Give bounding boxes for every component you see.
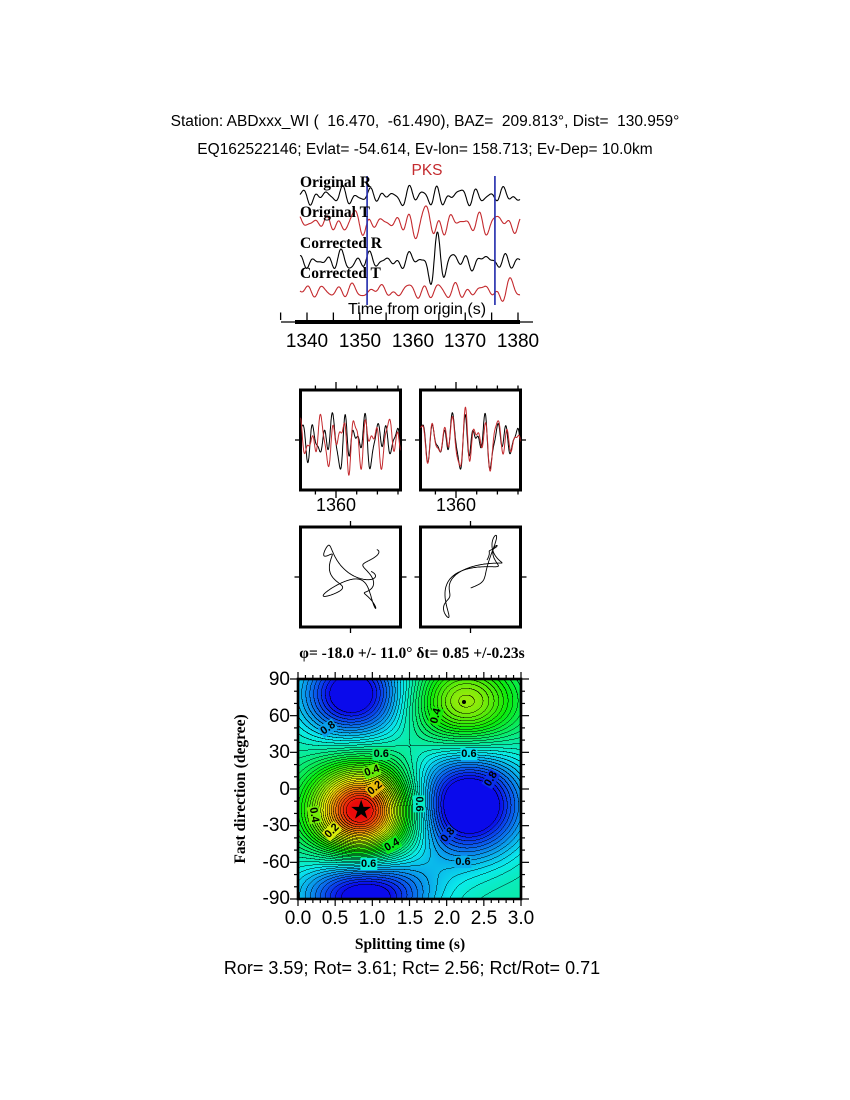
- waveform-window-panel-left: [294, 380, 407, 498]
- misfit-ytick-label: -90: [262, 888, 290, 909]
- local-minimum-dot: [462, 700, 466, 704]
- time-axis-label: Time from origin (s): [347, 301, 487, 318]
- contour-annotation-label: 0.4: [306, 806, 321, 824]
- misfit-ytick-label: -30: [262, 815, 290, 836]
- contour-annotation-label: 0.4: [363, 762, 382, 779]
- time-tick-label: 1350: [338, 331, 382, 352]
- time-tick-label: 1370: [443, 331, 487, 352]
- time-tick-label: 1340: [285, 331, 329, 352]
- misfit-ytick-label: 60: [268, 706, 290, 727]
- waveform-window-panel-right: [414, 380, 527, 498]
- misfit-xtick-label: 3.0: [507, 908, 535, 929]
- station-header-line: Station: ABDxxx_WI ( 16.470, -61.490), BAZ= 209.813°, Dist= 130.959°: [170, 113, 680, 130]
- results-stats-line: Ror= 3.59; Rot= 3.61; Rct= 2.56; Rct/Rot= 0.71: [223, 958, 601, 978]
- contour-annotation-label: 0.4: [382, 836, 403, 855]
- misfit-xtick-label: 0.5: [321, 908, 349, 929]
- misfit-xtick-label: 1.0: [358, 908, 386, 929]
- misfit-surface-frame: [288, 669, 534, 911]
- misfit-xtick-label: 2.0: [433, 908, 461, 929]
- trace-label-original-r: Original R: [300, 174, 372, 191]
- contour-annotation-label: 0.8: [482, 769, 501, 789]
- trace-label-corrected-t: Corrected T: [300, 265, 381, 282]
- contour-annotation-label: 0.8: [318, 718, 338, 738]
- misfit-ytick-label: -60: [262, 852, 290, 873]
- time-tick-label: 1360: [391, 331, 435, 352]
- trace-label-corrected-r: Corrected R: [300, 235, 382, 252]
- misfit-ytick-label: 0: [279, 779, 290, 800]
- best-solution-star: ★: [349, 794, 373, 825]
- contour-annotation-label: 0.6: [360, 857, 377, 870]
- particle-motion-panel-corrected: [414, 517, 527, 635]
- contour-annotation-label: 0.6: [461, 747, 477, 760]
- misfit-ytick-label: 30: [268, 742, 290, 763]
- particle-motion-panel-original: [294, 517, 407, 635]
- misfit-ylabel: Fast direction (degree): [232, 714, 249, 864]
- contour-annotation-label: 0.2: [365, 778, 386, 798]
- time-tick-label: 1380: [496, 331, 540, 352]
- window-tick-label-right: 1360: [435, 495, 477, 515]
- contour-annotation-label: 0.2: [322, 820, 342, 841]
- misfit-xtick-label: 0.0: [284, 908, 312, 929]
- window-tick-label-left: 1360: [315, 495, 357, 515]
- event-header-line: EQ162522146; Evlat= -54.614, Ev-lon= 158.713; Ev-Dep= 10.0km: [197, 141, 653, 158]
- misfit-xtick-label: 2.5: [470, 908, 498, 929]
- contour-annotation-label: 0.6: [413, 796, 426, 812]
- misfit-xtick-label: 1.5: [396, 908, 424, 929]
- contour-annotation-label: 0.4: [428, 706, 445, 725]
- contour-annotation-label: 0.6: [455, 856, 471, 869]
- phase-label-pks: PKS: [411, 162, 443, 179]
- misfit-title: φ= -18.0 +/- 11.0° δt= 0.85 +/-0.23s: [299, 645, 525, 662]
- misfit-xlabel: Splitting time (s): [354, 936, 466, 953]
- trace-label-original-t: Original T: [300, 204, 370, 221]
- misfit-ytick-label: 90: [268, 669, 290, 690]
- contour-annotation-label: 0.8: [438, 825, 458, 846]
- contour-annotation-label: 0.6: [373, 747, 389, 760]
